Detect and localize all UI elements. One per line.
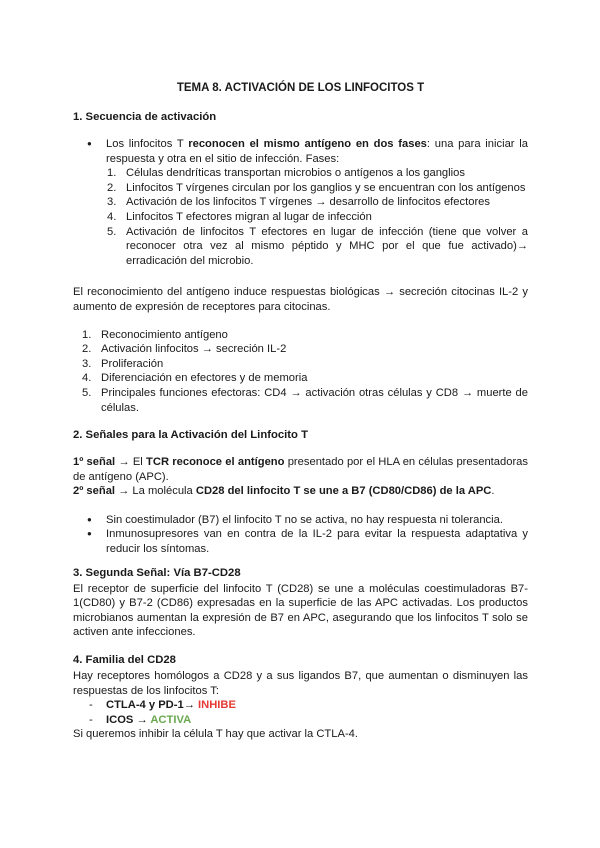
phase-text: Linfocitos T vírgenes circulan por los ganglios y se encuentran con los antígenos [126,181,526,194]
step-text: Diferenciación en efectores y de memoria [101,372,308,385]
signal-text: presentado por el HLA en células presentadoras de antígeno (APC). [73,456,528,483]
document-page [73,82,528,742]
section-4-heading: 4. Familia del CD28 [73,654,176,667]
list-item: 4. Diferenciación en efectores y de memoria [82,372,308,385]
inhibe-label: INHIBE [198,699,236,712]
section-3-paragraph: El receptor de superficie del linfocito T (CD28) se une a moléculas coestimuladoras B7-1(CD80) y B7-2 (CD86) expresadas en la superficie de las APC activadas. Los productos microbianos aumentan la expresión de B7 en APC, asegurando que los linfocitos T solo se activen ante infecciones. [73,582,528,639]
page-title: TEMA 8. ACTIVACIÓN DE LOS LINFOCITOS T [176,82,425,94]
phase-text: Linfocitos T efectores migran al lugar de infección [126,210,372,223]
section-3-heading: 3. Segunda Señal: Vía B7-CD28 [73,566,241,579]
list-item: 1. Reconocimiento antígeno [82,328,228,341]
steps-list [82,328,528,416]
list-item: 1. Células dendríticas transportan microbios o antígenos a los ganglios [107,167,465,180]
item-text: ICOS → [106,713,151,726]
list-item: 5. Principales funciones efectoras: CD4 → activación otras células y CD8 → muerte de células. [82,386,528,414]
section-1-bullets [73,137,528,166]
list-item [73,698,528,713]
signal-text: . [491,485,495,498]
bullet-text: Los linfocitos T [106,138,189,150]
signal-2-label: 2º señal [73,485,116,498]
list-item: 4. Linfocitos T efectores migran al lugar de infección [107,210,372,223]
signal-1-paragraph [73,455,528,484]
activa-label: ACTIVA [150,713,192,726]
signal-text: → La molécula [115,485,196,498]
list-item: 3. Proliferación [82,357,164,370]
list-item: 2. Activación linfocitos → secreción IL-2 [82,343,287,356]
signal-1-bold: TCR reconoce el antígeno [146,456,285,469]
section-2-heading: 2. Señales para la Activación del Linfocito T [73,429,309,442]
list-item: 2. Linfocitos T vírgenes circulan por los ganglios y se encuentran con los antígenos [107,181,526,194]
signal-1-label: 1º señal [73,456,116,469]
phase-text: Activación de los linfocitos T vírgenes → desarrollo de linfocitos efectores [126,196,490,209]
list-item: 5. Activación de linfocitos T efectores en lugar de infección (tiene que volver a reconocer otra vez al mismo péptido y MHC por el que fue activado)→ erradicación del microbio. [107,225,528,267]
bullet-text: : una para iniciar la respuesta y otra en el sitio de infección. Fases: [106,138,528,165]
section-1-paragraph: El reconocimiento del antígeno induce respuestas biológicas → secreción citocinas IL-2 y aumento de expresión de receptores para citocinas. [73,286,528,313]
phase-text: Activación de linfocitos T efectores en lugar de infección (tiene que volver a reconocer otra vez al mismo péptido y MHC por el que fue activado)→ erradicación del microbio. [126,225,528,267]
list-item: 3. Activación de los linfocitos T vírgenes → desarrollo de linfocitos efectores [107,196,490,209]
bullet-bold-text: reconocen el mismo antígeno en dos fases [188,138,427,150]
signal-2-bold: CD28 del linfocito T se une a B7 (CD80/CD86) de la APC [195,485,492,498]
section-4-paragraph: Hay receptores homólogos a CD28 y a sus ligandos B7, que aumentan o disminuyen las respuestas de los linfocitos T: [73,670,528,697]
phase-text: Células dendríticas transportan microbios o antígenos a los ganglios [126,167,465,180]
section-2-bullets [73,513,528,557]
list-item: ● Inmunosupresores van en contra de la IL-2 para evitar la respuesta adaptativa y reducir los síntomas. [73,527,528,556]
list-item [73,137,528,166]
step-text: Proliferación [101,357,164,370]
phases-list [107,166,528,268]
list-item: ● Sin coestimulador (B7) el linfocito T no se activa, no hay respuesta ni tolerancia. [73,513,528,528]
step-text: Activación linfocitos → secreción IL-2 [101,343,287,356]
closing-sentence: Si queremos inhibir la célula T hay que activar la CTLA-4. [73,728,359,741]
item-text: CTLA-4 y PD-1→ [106,699,198,712]
step-text: Reconocimiento antígeno [101,328,228,341]
cd28-family-list [73,698,528,727]
signal-2-paragraph [73,484,528,499]
section-1-heading: 1. Secuencia de activación [73,111,217,123]
signal-text: → El [115,456,147,469]
step-text: Principales funciones efectoras: CD4 → activación otras células y CD8 → muerte de células. [101,386,528,414]
list-item [73,713,528,728]
